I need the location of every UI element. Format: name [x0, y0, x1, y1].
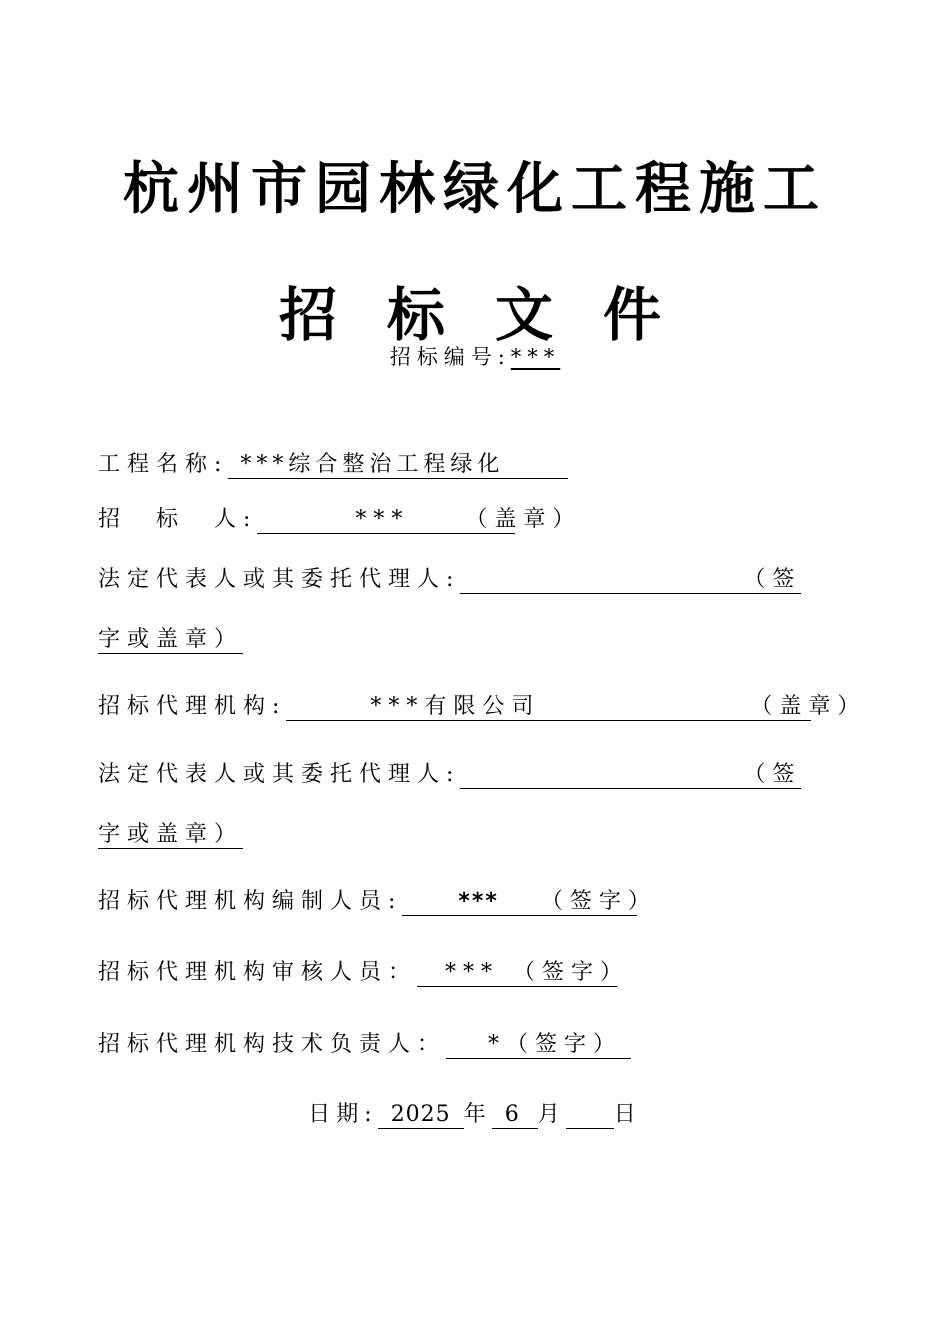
date-year-unit: 年 [463, 1102, 492, 1127]
date-label: 日期: [308, 1102, 378, 1127]
legal-rep-blank-1 [460, 567, 743, 594]
legal-rep-label-1: 法定代表人或其委托代理人: [98, 567, 461, 592]
reviewer-value: *** [445, 960, 500, 985]
legal-rep-tail2-1: 字或盖章） [98, 627, 244, 652]
legal-rep-row-2 [98, 760, 801, 790]
tech-lead-sign: （签字） [506, 1032, 623, 1057]
reviewer-row [98, 958, 630, 988]
project-name-value: ***综合整治工程绿化 [240, 452, 505, 477]
legal-rep-tail-2: （签 [743, 762, 802, 787]
project-name-row [98, 450, 568, 480]
compiler-sign: （签字） [540, 889, 657, 914]
tenderer-seal: （盖章） [465, 507, 582, 532]
tenderer-value: *** [355, 507, 410, 532]
legal-rep-label-2: 法定代表人或其委托代理人: [98, 762, 461, 787]
project-name-field [228, 452, 568, 479]
tech-lead-label: 招标代理机构技术负责人： [98, 1032, 447, 1057]
legal-rep-tail2-2: 字或盖章） [98, 822, 244, 847]
tender-code-value: *** [510, 345, 561, 369]
date-day-unit: 日 [613, 1102, 642, 1127]
tech-lead-field [446, 1032, 631, 1059]
reviewer-label: 招标代理机构审核人员： [98, 960, 418, 985]
document-subtitle: 招标文件 [278, 281, 711, 349]
reviewer-field [417, 960, 630, 987]
tenderer-label: 招 标 人: [98, 507, 258, 532]
reviewer-sign: （签字） [513, 960, 630, 985]
document-title: 杭州市园林绿化工程施工 [123, 157, 827, 222]
date-month: 6 [492, 1102, 538, 1129]
date-day [566, 1102, 614, 1129]
legal-rep-blank-2 [460, 762, 743, 789]
agency-value: ***有限公司 [370, 694, 541, 719]
project-name-label: 工程名称: [98, 452, 229, 477]
tech-lead-row [98, 1030, 631, 1060]
tech-lead-value: * [488, 1032, 506, 1057]
tender-code [0, 343, 950, 371]
date-month-unit: 月 [537, 1102, 566, 1127]
agency-label: 招标代理机构: [98, 694, 287, 719]
legal-rep-row-1 [98, 565, 801, 595]
compiler-value: *** [458, 889, 499, 914]
legal-rep-row-1b [98, 625, 243, 655]
agency-field [286, 694, 867, 721]
legal-rep-tail-1: （签 [743, 567, 802, 592]
agency-seal: （盖章） [750, 694, 867, 719]
compiler-field [402, 889, 657, 916]
date-year: 2025 [378, 1102, 464, 1129]
tender-code-label: 招标编号: [389, 345, 511, 369]
agency-row [98, 692, 867, 722]
date-row [0, 1100, 950, 1130]
tenderer-field [257, 507, 582, 534]
tenderer-row [98, 505, 582, 535]
compiler-label: 招标代理机构编制人员: [98, 889, 403, 914]
legal-rep-row-2b [98, 820, 243, 850]
compiler-row [98, 887, 657, 917]
